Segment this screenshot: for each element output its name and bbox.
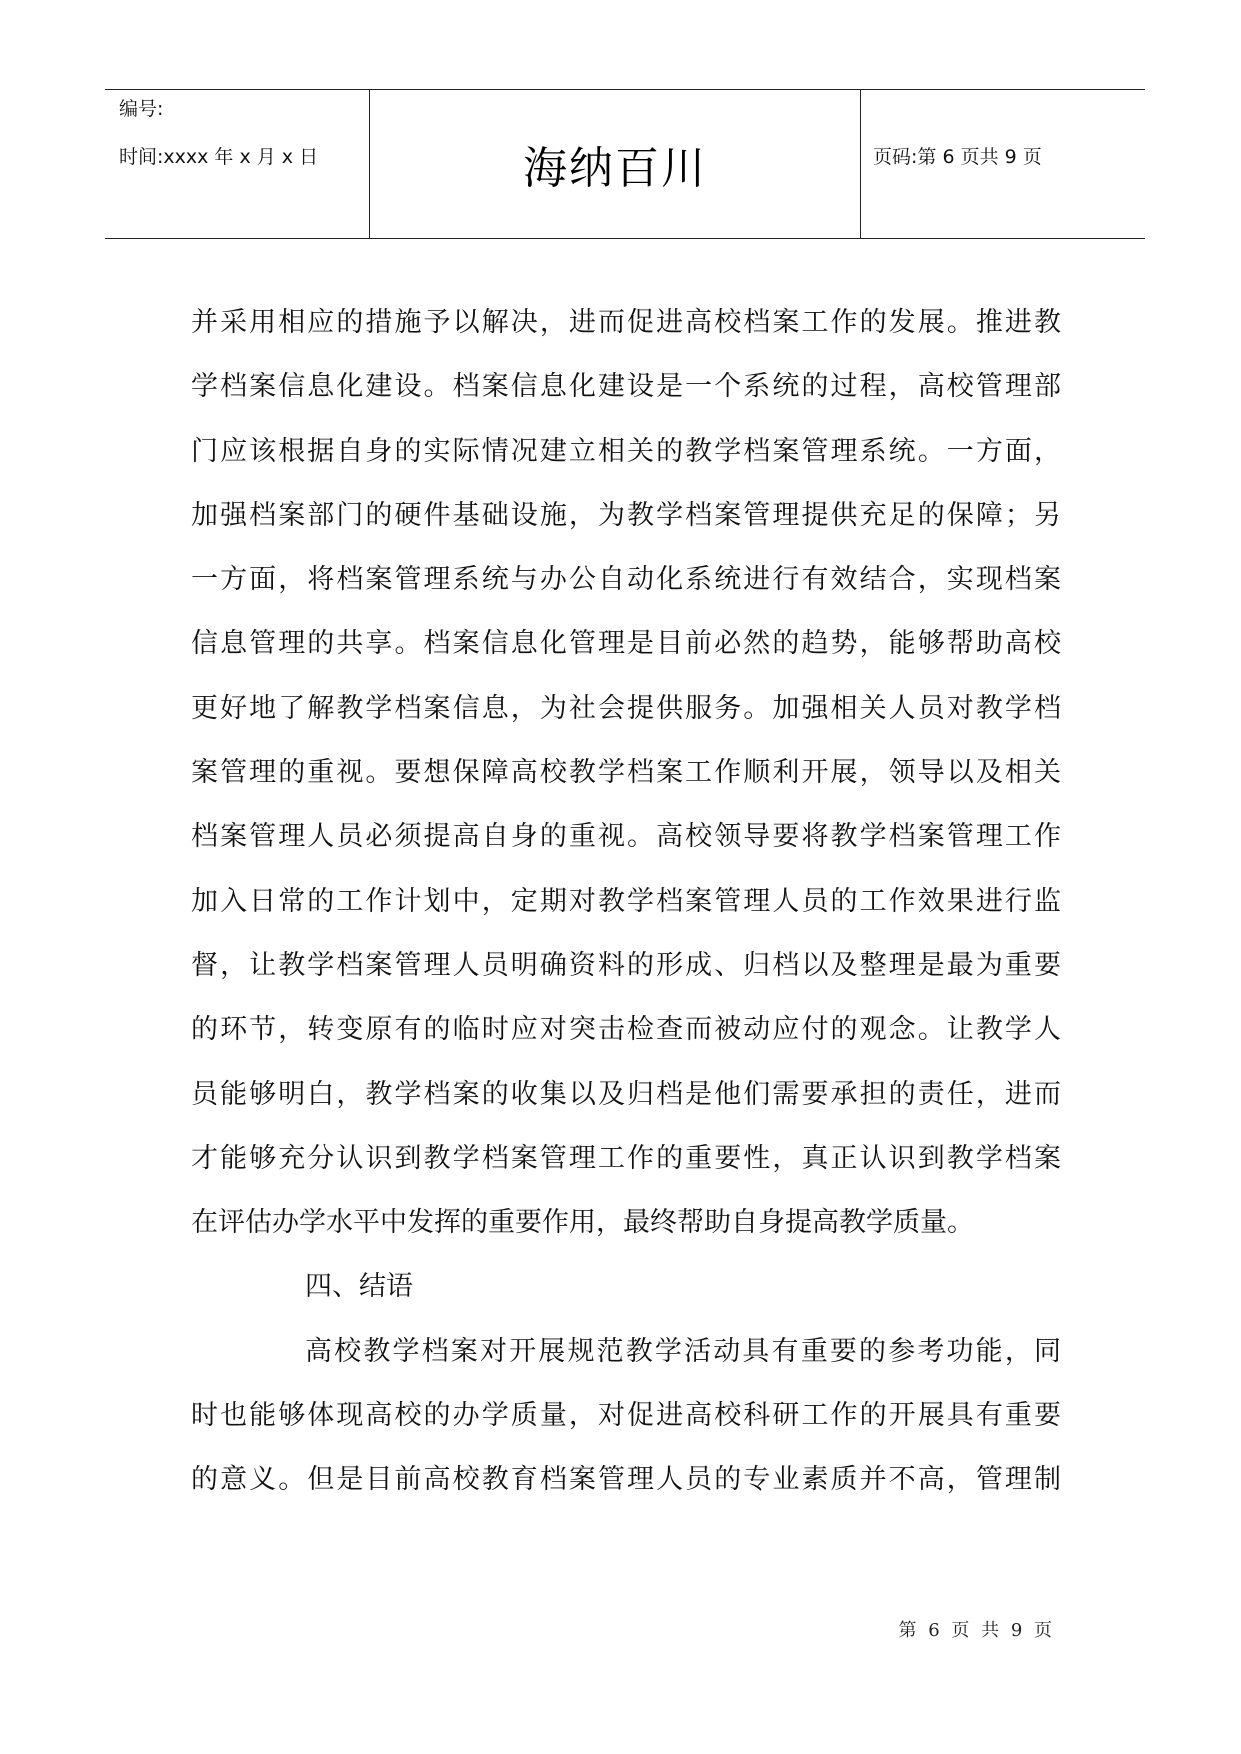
paragraph-1-line: 加入日常的工作计划中，定期对教学档案管理人员的工作效果进行监 [191,885,1061,917]
paragraph-2-line: 时也能够体现高校的办学质量，对促进高校科研工作的开展具有重要 [191,1400,1061,1432]
paragraph-1-line: 加强档案部门的硬件基础设施，为教学档案管理提供充足的保障；另 [191,499,1061,531]
brand-title: 海纳百川 [523,143,707,194]
page-header [105,89,1145,239]
paragraph-1-line: 的环节，转变原有的临时应对突击检查而被动应付的观念。让教学人 [191,1014,1061,1046]
header-divider-left [369,90,370,238]
document-number-label: 编号: [119,98,164,120]
paragraph-1-line: 一方面，将档案管理系统与办公自动化系统进行有效结合，实现档案 [191,564,1061,596]
paragraph-1-line: 员能够明白，教学档案的收集以及归档是他们需要承担的责任，进而 [191,1078,1061,1110]
document-body [191,291,1061,1513]
paragraph-1-line: 档案管理人员必须提高自身的重视。高校领导要将教学档案管理工作 [191,821,1061,853]
paragraph-1-line: 学档案信息化建设。档案信息化建设是一个系统的过程，高校管理部 [191,371,1061,403]
paragraph-2-line: 的意义。但是目前高校教育档案管理人员的专业素质并不高，管理制 [191,1464,1061,1496]
page-footer-number: 第 6 页 共 9 页 [898,1620,1055,1641]
paragraph-1-line: 才能够充分认识到教学档案管理工作的重要性，真正认识到教学档案 [191,1142,1061,1174]
paragraph-2-line: 高校教学档案对开展规范教学活动具有重要的参考功能，同 [305,1335,1061,1367]
paragraph-1-line: 更好地了解教学档案信息，为社会提供服务。加强相关人员对教学档 [191,692,1061,724]
paragraph-1-line: 在评估办学水平中发挥的重要作用，最终帮助自身提高教学质量。 [191,1207,974,1239]
paragraph-1-line: 门应该根据自身的实际情况建立相关的教学档案管理系统。一方面， [191,435,1061,467]
paragraph-1-line: 信息管理的共享。档案信息化管理是目前必然的趋势，能够帮助高校 [191,628,1061,660]
paragraph-1-line: 督，让教学档案管理人员明确资料的形成、归档以及整理是最为重要 [191,949,1061,981]
header-page-label: 页码:第 6 页共 9 页 [873,146,1042,168]
document-date-label: 时间:xxxx 年 x 月 x 日 [119,146,319,168]
section-heading: 四、结语 [305,1271,413,1303]
header-divider-right [860,90,861,238]
paragraph-1-line: 案管理的重视。要想保障高校教学档案工作顺利开展，领导以及相关 [191,757,1061,789]
paragraph-1-line: 并采用相应的措施予以解决，进而促进高校档案工作的发展。推进教 [191,307,1061,338]
